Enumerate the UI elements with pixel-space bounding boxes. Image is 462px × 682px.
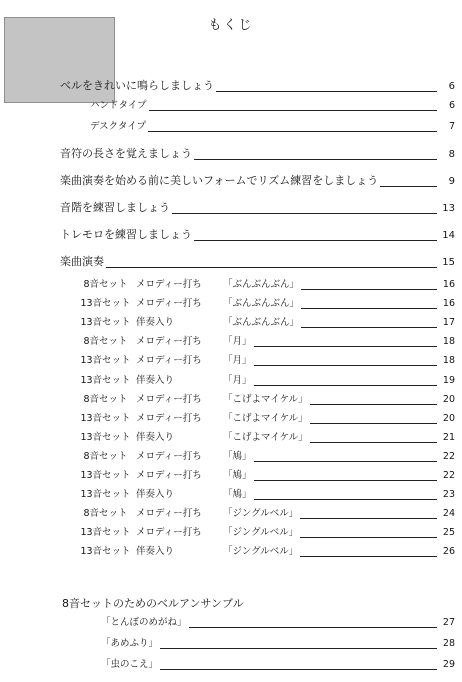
leader-line [301, 289, 437, 290]
page-number: 8 [448, 149, 455, 160]
leader-line [301, 308, 437, 309]
leader-line [148, 131, 437, 132]
piece-type-label: メロディー打ち [136, 527, 202, 539]
piece-title: 「月」 [223, 336, 252, 348]
piece-type-label: メロディー打ち [136, 355, 202, 367]
toc-piece-row[interactable] [0, 335, 462, 349]
toc-piece-row[interactable] [0, 316, 462, 330]
piece-title: 「ぶんぶんぶん」 [223, 298, 300, 310]
piece-title: 「こげよマイケル」 [223, 393, 308, 405]
piece-title: 「こげよマイケル」 [223, 431, 308, 443]
toc-entry-hand-type[interactable] [0, 99, 462, 113]
page-number: 26 [442, 546, 455, 558]
page-number: 19 [442, 374, 455, 386]
piece-set-label: 13音セット [80, 317, 131, 329]
piece-title: 「ジングルベル」 [223, 527, 299, 539]
piece-type-label: メロディー打ち [136, 470, 202, 481]
piece-title: 「ぶんぶんぶん」 [223, 317, 300, 329]
toc-entry-title: ベルをきれいに鳴らしましょう [60, 79, 214, 92]
piece-title: 「鳩」 [223, 470, 252, 481]
leader-line [254, 385, 437, 386]
leader-line [160, 669, 437, 670]
piece-type-label: 伴奏入り [136, 546, 175, 558]
toc-entry-amefuri[interactable] [0, 637, 462, 651]
toc-piece-row[interactable] [0, 412, 462, 426]
toc-piece-row[interactable] [0, 488, 462, 502]
leader-line [194, 159, 437, 160]
toc-entry-title: 「あめふり」 [101, 638, 159, 649]
toc-piece-row[interactable] [0, 526, 462, 540]
leader-line [310, 442, 437, 443]
leader-line [160, 648, 437, 649]
ensemble-heading [0, 597, 462, 611]
page-number: 24 [442, 508, 455, 520]
piece-type-label: メロディー打ち [136, 412, 202, 424]
piece-title: 「こげよマイケル」 [223, 412, 308, 424]
page-number: 9 [448, 176, 455, 187]
piece-title: 「鳩」 [223, 489, 252, 501]
piece-title: 「鳩」 [223, 450, 252, 462]
piece-title: 「ジングルベル」 [223, 546, 299, 558]
leader-line [301, 327, 437, 328]
toc-piece-row[interactable] [0, 374, 462, 388]
piece-type-label: メロディー打ち [136, 393, 202, 405]
toc-piece-row[interactable] [0, 545, 462, 559]
page-number: 18 [442, 355, 455, 367]
page-number: 22 [442, 450, 455, 462]
piece-set-label: 13音セット [80, 470, 131, 481]
toc-entry-title: ハンドタイプ [90, 100, 147, 111]
leader-line [254, 365, 437, 366]
toc-piece-row[interactable] [0, 469, 462, 483]
piece-set-label: 8音セット [83, 279, 128, 290]
toc-entry-title: 楽曲演奏を始める前に美しいフォームでリズム練習をしましょう [60, 174, 379, 187]
page-number: 23 [442, 489, 455, 501]
toc-piece-row[interactable] [0, 393, 462, 407]
page-number: 20 [442, 412, 455, 424]
piece-type-label: メロディー打ち [136, 298, 202, 310]
page-number: 16 [442, 279, 455, 290]
toc-entry-tremolo-practice[interactable] [0, 228, 462, 243]
leader-line [149, 110, 437, 111]
piece-type-label: 伴奏入り [136, 374, 175, 386]
piece-title: 「ぶんぶんぶん」 [223, 279, 300, 290]
page-number: 28 [442, 638, 455, 649]
page-title: もくじ [208, 18, 254, 33]
piece-set-label: 13音セット [80, 355, 131, 367]
piece-set-label: 13音セット [80, 374, 131, 386]
leader-line [254, 499, 437, 500]
toc-entry-title: 「虫のこえ」 [101, 659, 159, 670]
leader-line [300, 518, 437, 519]
page-number: 29 [442, 659, 455, 670]
leader-line [380, 186, 437, 187]
page-number: 22 [442, 470, 455, 481]
leader-line [172, 213, 437, 214]
piece-type-label: 伴奏入り [136, 431, 175, 443]
piece-set-label: 13音セット [80, 412, 131, 424]
page-number: 20 [442, 393, 455, 405]
leader-line [310, 423, 437, 424]
piece-type-label: メロディー打ち [136, 450, 202, 462]
leader-line [106, 267, 437, 268]
toc-entry-title: 「とんぼのめがね」 [101, 617, 187, 628]
toc-entry-rhythm-practice[interactable] [0, 174, 462, 189]
leader-line [254, 480, 437, 481]
piece-title: 「月」 [223, 355, 252, 367]
page-number: 13 [442, 203, 455, 214]
toc-piece-row[interactable] [0, 431, 462, 445]
leader-line [254, 461, 437, 462]
piece-type-label: メロディー打ち [136, 508, 202, 520]
toc-piece-row[interactable] [0, 507, 462, 521]
piece-type-label: メロディー打ち [136, 336, 202, 348]
piece-set-label: 8音セット [83, 508, 128, 520]
toc-entry-title: 音符の長さを覚えましょう [60, 147, 192, 160]
page-number: 17 [442, 317, 455, 329]
leader-line [254, 346, 437, 347]
toc-entry-music-performance[interactable] [0, 255, 462, 270]
page-number: 14 [442, 230, 455, 241]
piece-set-label: 13音セット [80, 431, 131, 443]
leader-line [194, 240, 437, 241]
toc-entry-desk-type[interactable] [0, 120, 462, 134]
toc-piece-row[interactable] [0, 278, 462, 292]
leader-line [310, 404, 437, 405]
page-number: 18 [442, 336, 455, 348]
page-number: 7 [448, 121, 455, 132]
piece-set-label: 13音セット [80, 546, 131, 558]
ensemble-title: 8音セットのためのベルアンサンブル [62, 597, 244, 610]
leader-line [300, 537, 437, 538]
leader-line [216, 91, 437, 92]
toc-entry-mushi-no-koe[interactable] [0, 658, 462, 672]
piece-set-label: 13音セット [80, 527, 131, 539]
piece-type-label: メロディー打ち [136, 279, 202, 290]
leader-line [300, 556, 437, 557]
piece-type-label: 伴奏入り [136, 489, 175, 501]
toc-entry-bell-ringing[interactable] [0, 79, 462, 94]
toc-entry-title: 楽曲演奏 [60, 255, 104, 268]
toc-piece-row[interactable] [0, 297, 462, 311]
piece-set-label: 8音セット [83, 336, 128, 348]
toc-entry-title: 音階を練習しましょう [60, 201, 170, 214]
piece-set-label: 13音セット [80, 298, 131, 310]
toc-piece-row[interactable] [0, 450, 462, 464]
toc-piece-row[interactable] [0, 354, 462, 368]
leader-line [189, 627, 437, 628]
piece-type-label: 伴奏入り [136, 317, 175, 329]
piece-title: 「ジングルベル」 [223, 508, 299, 520]
toc-entry-title: トレモロを練習しましょう [60, 228, 192, 241]
piece-set-label: 8音セット [83, 393, 128, 405]
toc-entry-tonbo-no-megane[interactable] [0, 616, 462, 630]
piece-set-label: 8音セット [83, 450, 128, 462]
toc-entry-scale-practice[interactable] [0, 201, 462, 216]
page-number: 27 [442, 617, 455, 628]
toc-entry-note-lengths[interactable] [0, 147, 462, 162]
page-number: 6 [448, 81, 455, 92]
page-number: 21 [442, 431, 455, 443]
piece-set-label: 13音セット [80, 489, 131, 501]
page-number: 6 [448, 100, 455, 111]
page-number: 15 [442, 257, 455, 268]
piece-title: 「月」 [223, 374, 252, 386]
page-number: 25 [442, 527, 455, 539]
page-number: 16 [442, 298, 455, 310]
toc-entry-title: デスクタイプ [90, 121, 146, 132]
